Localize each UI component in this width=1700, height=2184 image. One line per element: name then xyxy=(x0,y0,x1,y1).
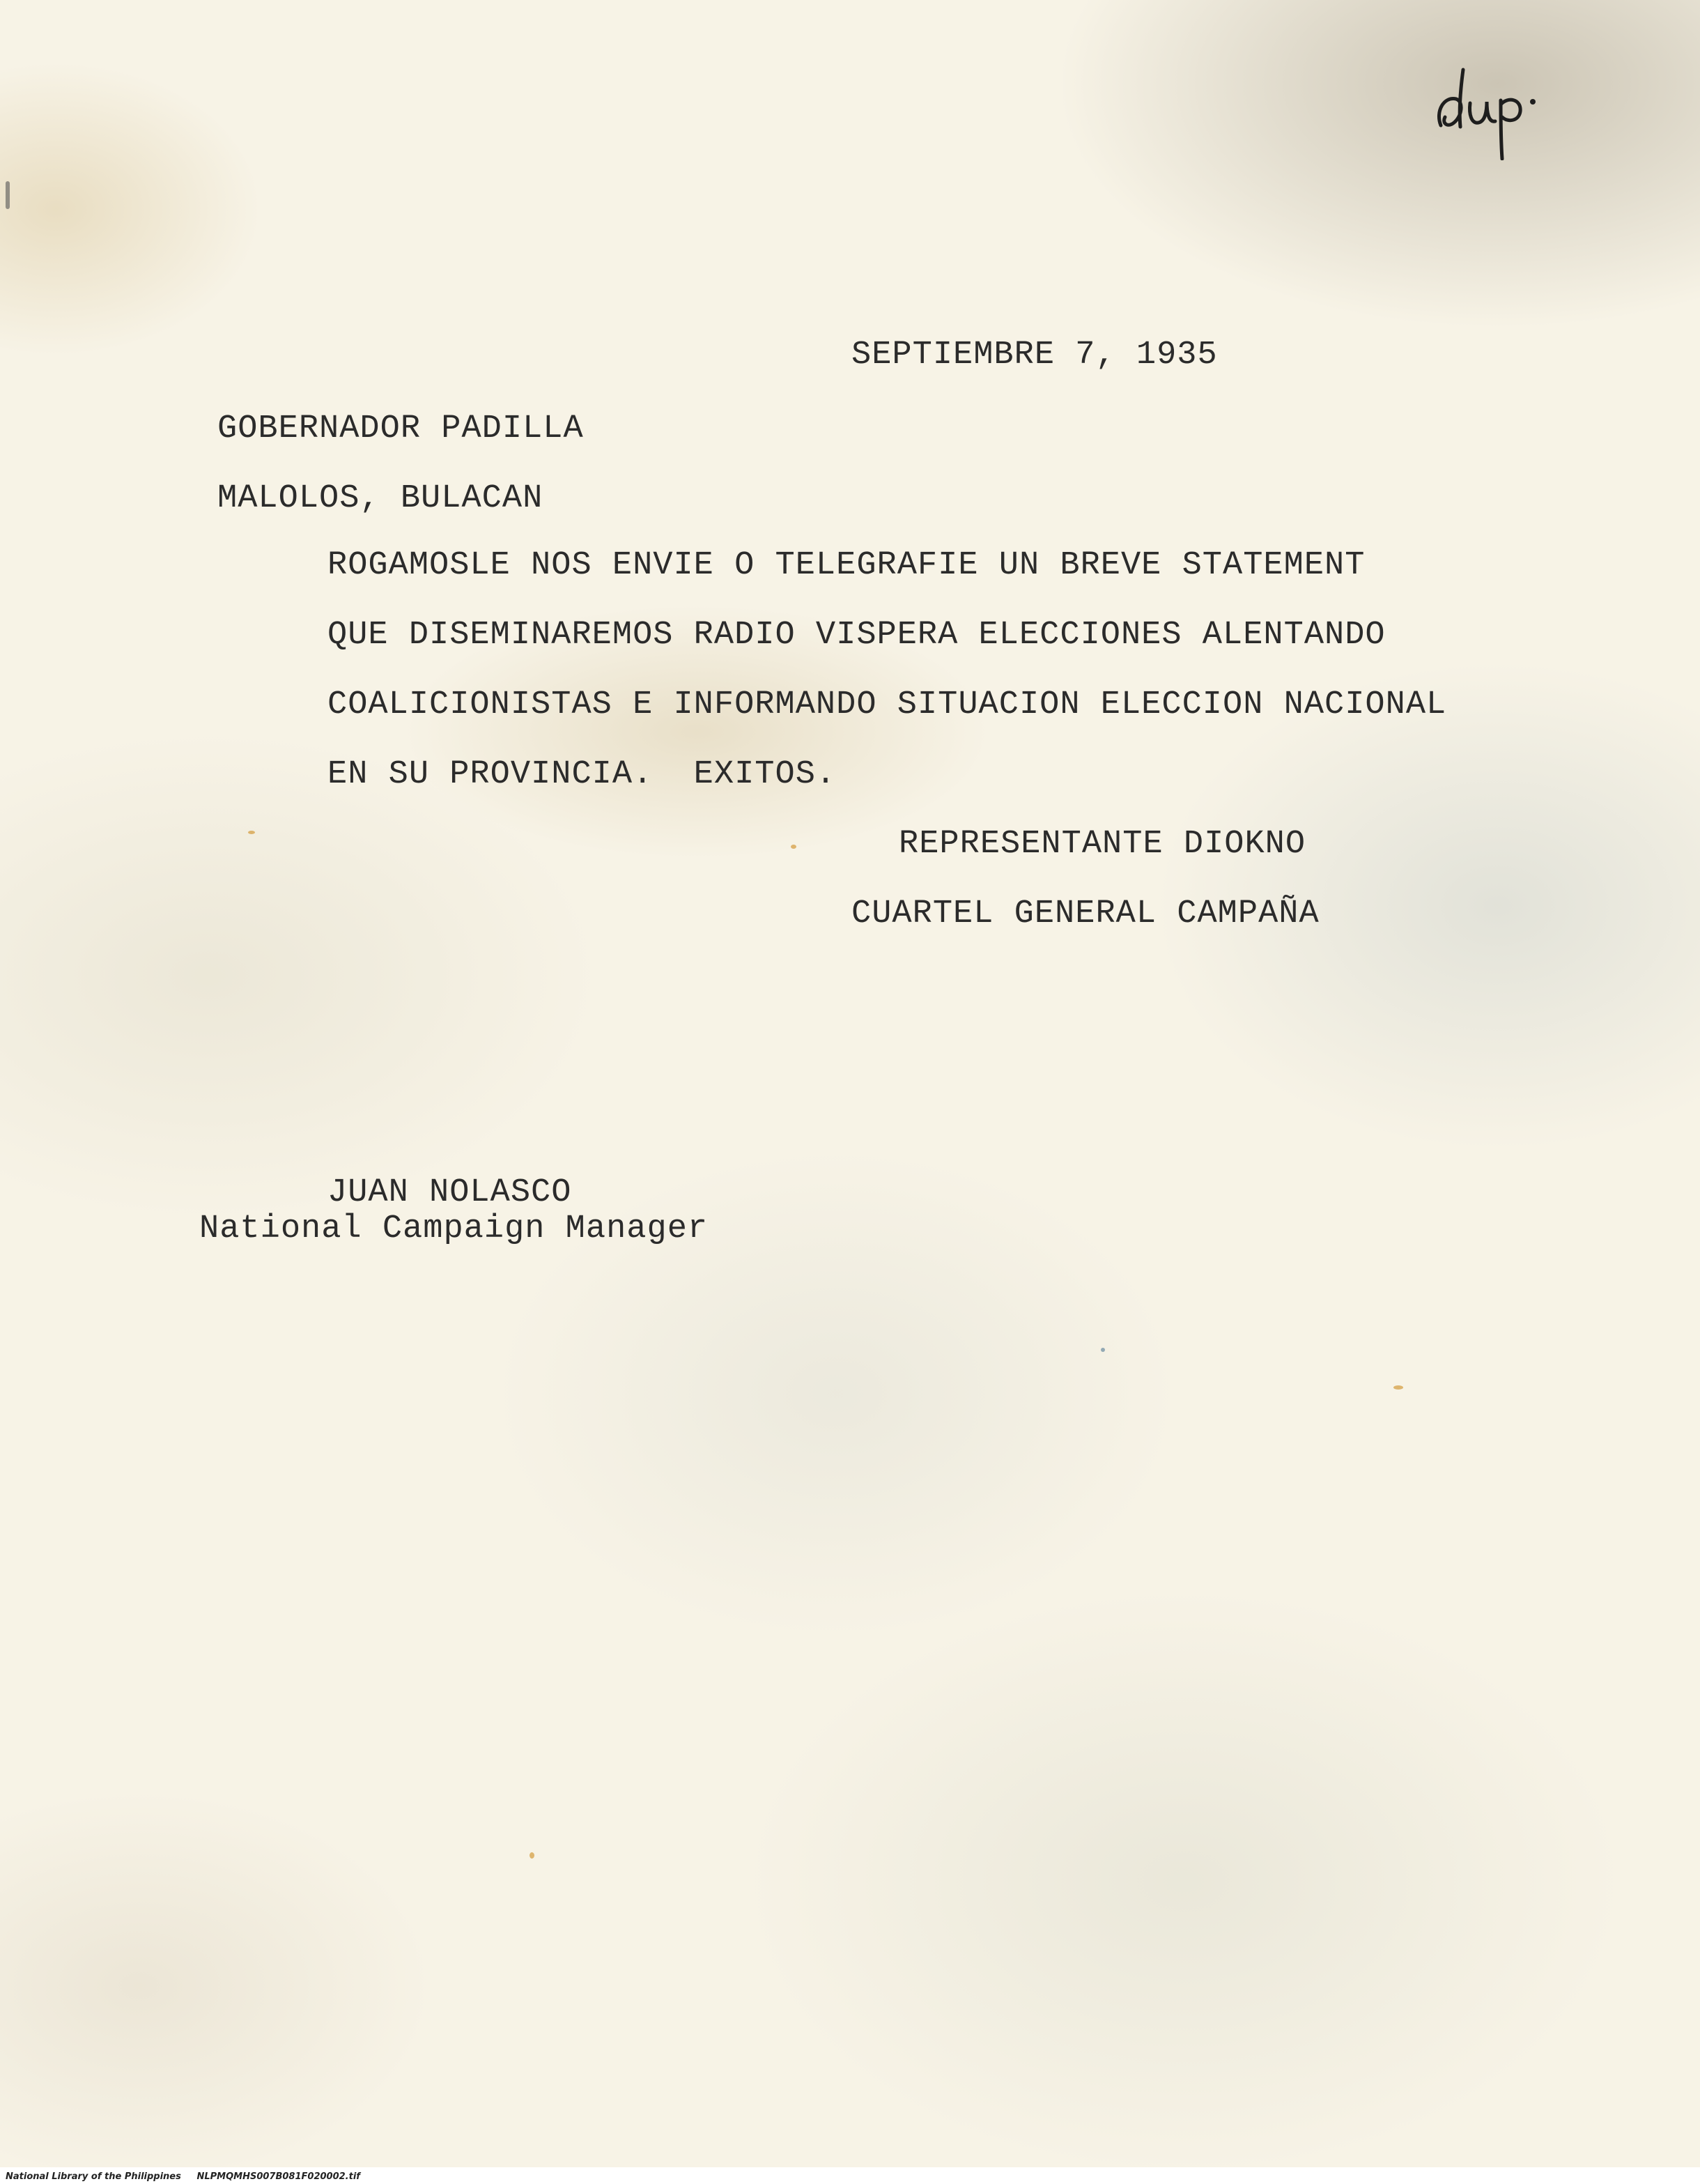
sender-name: REPRESENTANTE DIOKNO xyxy=(899,826,1306,863)
sender-office: CUARTEL GENERAL CAMPAÑA xyxy=(851,895,1320,932)
body-line: COALICIONISTAS E INFORMANDO SITUACION ELECCION NACIONAL xyxy=(327,686,1447,723)
paper-speck xyxy=(248,831,255,834)
archive-footer: National Library of the Philippines NLPMQMHS007B081F020002.tif xyxy=(6,2171,360,2182)
letter-date: SEPTIEMBRE 7, 1935 xyxy=(851,337,1218,374)
recipient-name: GOBERNADOR PADILLA xyxy=(217,410,584,447)
body-line: EN SU PROVINCIA. EXITOS. xyxy=(327,756,837,793)
scan-mark xyxy=(6,181,10,209)
paper-speck xyxy=(530,1852,534,1859)
recipient-address: MALOLOS, BULACAN xyxy=(217,480,543,517)
signature-title: National Campaign Manager xyxy=(199,1210,709,1247)
paper-speck xyxy=(791,845,796,849)
paper-speck xyxy=(1393,1385,1403,1390)
signature-name: JUAN NOLASCO xyxy=(327,1174,572,1211)
body-line: QUE DISEMINAREMOS RADIO VISPERA ELECCIONES ALENTANDO xyxy=(327,617,1386,654)
handwritten-dup-annotation xyxy=(1428,42,1561,160)
body-line: ROGAMOSLE NOS ENVIE O TELEGRAFIE UN BREVE STATEMENT xyxy=(327,547,1366,584)
paper-speck xyxy=(1101,1348,1105,1352)
